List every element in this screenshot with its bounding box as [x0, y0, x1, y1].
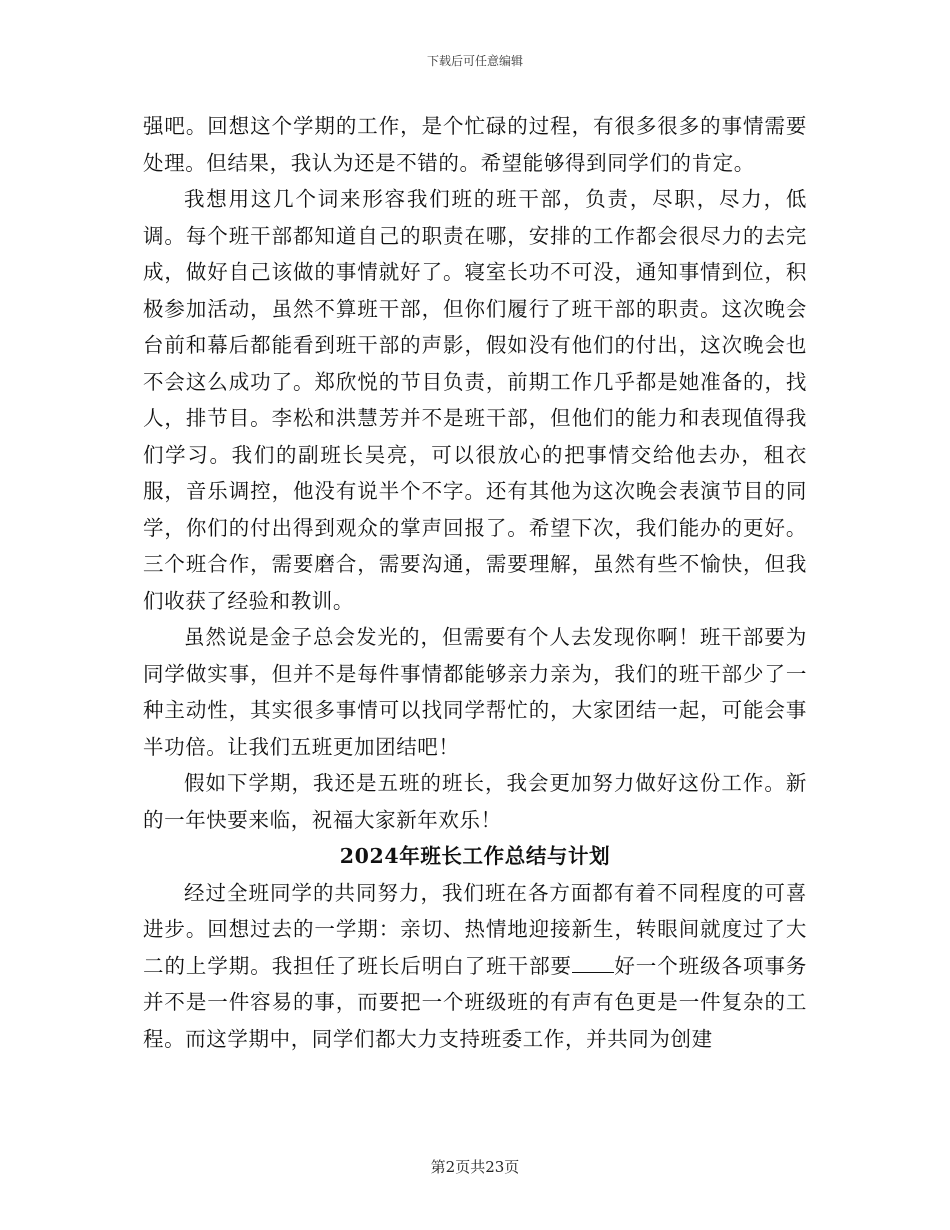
page-header-note: 下载后可任意编辑: [426, 54, 523, 68]
paragraph-1: 强吧。回想这个学期的工作，是个忙碌的过程，有很多很多的事情需要处理。但结果，我认为还是不错的。希望能够得到同学们的肯定。: [143, 114, 807, 175]
paragraph-4: 假如下学期，我还是五班的班长，我会更加努力做好这份工作。新的一年快要来临，祝福大家新年欢乐！: [143, 771, 807, 832]
document-body: [143, 108, 807, 1057]
paragraph-5: [143, 875, 807, 1058]
paragraph-2: 我想用这几个词来形容我们班的班干部，负责，尽职，尽力，低调。每个班干部都知道自己的职责在哪，安排的工作都会很尽力的去完成，做好自己该做的事情就好了。寝室长功不可没，通知事情到位，积极参加活动，虽然不算班干部，但你们履行了班干部的职责。这次晚会台前和幕后都能看到班干部的声影，假如没有他们的付出，这次晚会也不会这么成功了。郑欣悦的节目负责，前期工作几乎都是她准备的，找人，排节目。李松和洪慧芳并不是班干部，但他们的能力和表现值得我们学习。我们的副班长吴亮，可以很放心的把事情交给他去办，租衣服，音乐调控，他没有说半个不字。还有其他为这次晚会表演节目的同学，你们的付出得到观众的掌声回报了。希望下次，我们能办的更好。三个班合作，需要磨合，需要沟通，需要理解，虽然有些不愉快，但我们收获了经验和教训。: [143, 187, 807, 613]
section-title: 2024年班长工作总结与计划: [339, 844, 611, 868]
paragraph-5-part-2: 好一个班级各项事务并不是一件容易的事，而要把一个班级班的有声有色更是一件复杂的工程。而这学期中，同学们都大力支持班委工作，并共同为创建: [143, 953, 808, 1051]
paragraph-3: 虽然说是金子总会发光的，但需要有个人去发现你啊！班干部要为同学做实事，但并不是每件事情都能够亲力亲为，我们的班干部少了一种主动性，其实很多事情可以找同学帮忙的，大家团结一起，可能会事半功倍。让我们五班更加团结吧！: [143, 625, 807, 759]
page-number-footer: 第2页共23页: [430, 1158, 520, 1176]
paragraph-5-part-1: 经过全班同学的共同努力，我们班在各方面都有着不同程度的可喜进步。回想过去的一学期：亲切、热情地迎接新生，转眼间就度过了大二的上学期。我担任了班长后明白了班干部要: [143, 880, 807, 978]
fill-in-blank: [572, 954, 614, 973]
